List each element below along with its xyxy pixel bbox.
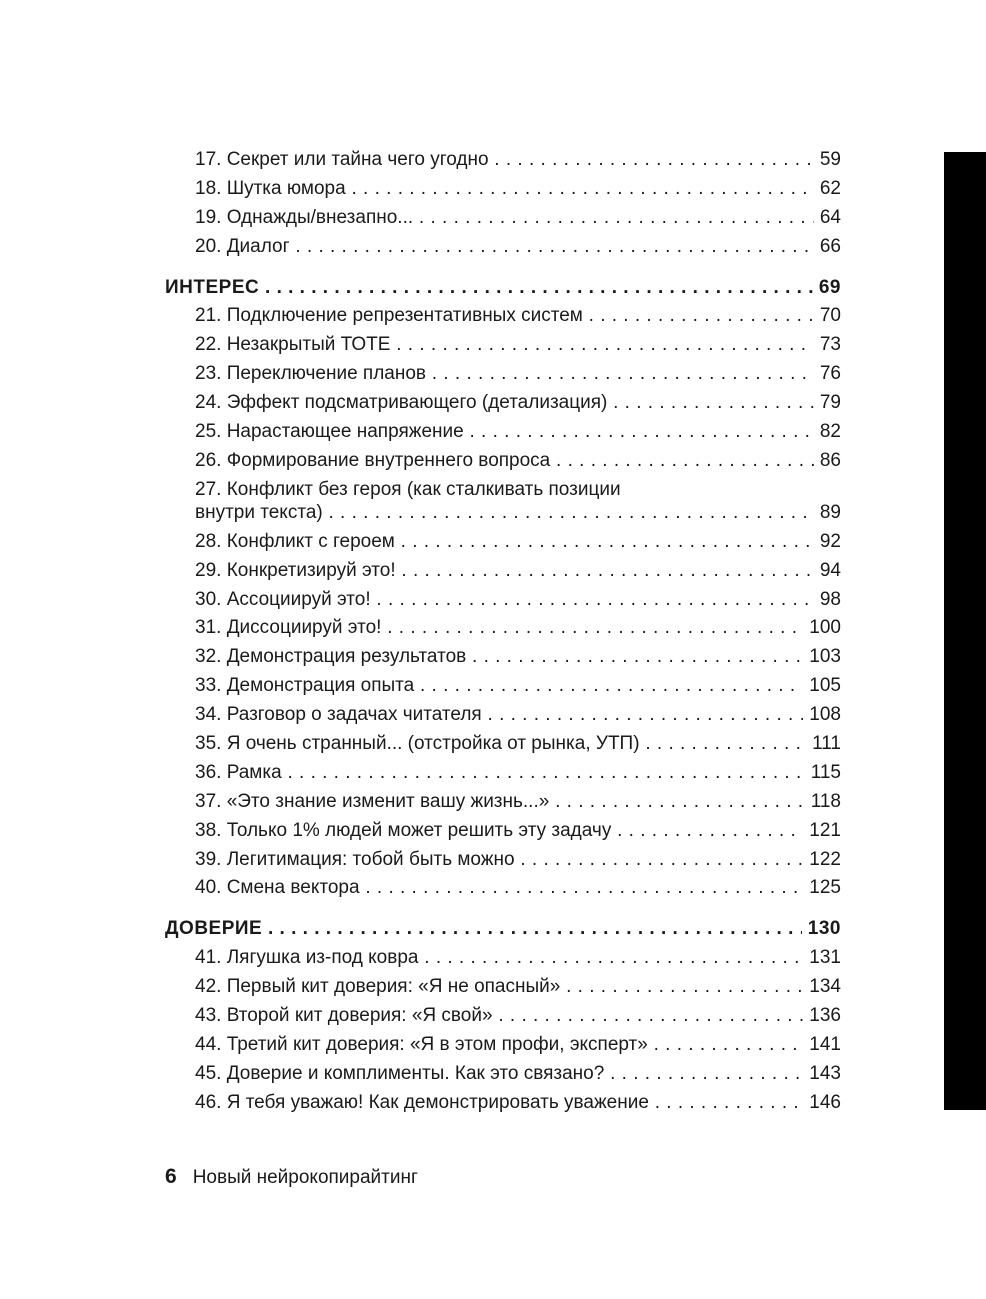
toc-entry-page: 105 <box>803 672 841 700</box>
toc-entry-page: 82 <box>814 418 841 446</box>
toc-entry[interactable] <box>165 447 841 476</box>
toc-entry-title: 41. Лягушка из-под ковра . . . <box>195 944 841 972</box>
toc-entry-page: 131 <box>803 944 841 972</box>
toc-entry-page: 98 <box>814 586 841 614</box>
toc-entry[interactable] <box>165 586 841 615</box>
toc-entry-page: 115 <box>805 759 841 787</box>
toc-entry-title: 25. Нарастающее напряжение . . . <box>195 418 841 446</box>
toc-entry[interactable] <box>165 331 841 360</box>
toc-entry-page: 146 <box>803 1089 841 1117</box>
toc-entry-title: 20. Диалог . . . <box>195 233 841 261</box>
toc-entry[interactable] <box>165 175 841 204</box>
toc-entry-title: 45. Доверие и комплименты. Как это связано? . . . <box>195 1060 841 1088</box>
toc-entry-title: 18. Шутка юмора . . . <box>195 175 841 203</box>
toc-entry-page: 108 <box>803 701 841 729</box>
toc-entry[interactable] <box>165 973 841 1002</box>
toc-entry[interactable] <box>165 1060 841 1089</box>
toc-entry-page: 64 <box>814 204 841 232</box>
toc-entry-page: 86 <box>814 447 841 475</box>
toc-entry-title: 39. Легитимация: тобой быть можно . . . <box>195 846 841 874</box>
toc-entry-title-line1: 27. Конфликт без героя (как сталкивать позиции <box>195 478 621 500</box>
toc-entry-title: 35. Я очень странный... (отстройка от рынка, УТП) . . . <box>195 730 841 758</box>
toc-entry-title: 36. Рамка . . . <box>195 759 841 787</box>
toc-entry[interactable] <box>165 643 841 672</box>
toc-entry[interactable] <box>165 788 841 817</box>
toc-entry[interactable] <box>165 418 841 447</box>
toc-entry[interactable] <box>165 1089 841 1118</box>
toc-section-interest[interactable] <box>165 274 841 303</box>
toc-entry-page: 118 <box>805 788 841 816</box>
toc-entry[interactable] <box>165 389 841 418</box>
toc-entry-title: 37. «Это знание изменит вашу жизнь...» . . . <box>195 788 841 816</box>
toc-entry-page: 79 <box>814 389 841 417</box>
toc-entry-page: 92 <box>814 528 841 556</box>
toc-entry[interactable] <box>165 233 841 262</box>
toc-entry-title: 28. Конфликт с героем . . . <box>195 528 841 556</box>
toc-entry-title: 40. Смена вектора . . . <box>195 874 841 902</box>
toc-entry-page: 125 <box>803 874 841 902</box>
toc-entry-title: 26. Формирование внутреннего вопроса . . . <box>195 447 841 475</box>
toc-entry-title: 44. Третий кит доверия: «Я в этом профи, эксперт» . . . <box>195 1031 841 1059</box>
toc-entry-title: 19. Однажды/внезапно... . . . <box>195 204 841 232</box>
toc-entry-title: 38. Только 1% людей может решить эту задачу . . . <box>195 817 841 845</box>
toc-entry[interactable] <box>165 360 841 389</box>
toc-entry[interactable] <box>165 146 841 175</box>
toc-entry-page: 100 <box>803 614 841 642</box>
toc-entry-page: 143 <box>803 1060 841 1088</box>
chapter-side-tab <box>944 152 986 1110</box>
toc-entry-title: 17. Секрет или тайна чего угодно . . . <box>195 146 841 174</box>
toc-entry-title-line2: внутри текста) . . . <box>195 499 841 527</box>
toc-entry-page: 59 <box>814 146 841 174</box>
toc-section-page: 69 <box>813 274 841 302</box>
toc-entry-title: 30. Ассоциируй это! . . . <box>195 586 841 614</box>
toc-entry-page: 136 <box>803 1002 841 1030</box>
toc-entry-page: 134 <box>803 973 841 1001</box>
toc-entry[interactable] <box>165 1002 841 1031</box>
toc-entry[interactable] <box>165 759 841 788</box>
toc-section-title: ИНТЕРЕС . . . <box>165 274 841 302</box>
page-footer <box>165 1163 418 1192</box>
toc-entry-page: 66 <box>814 233 841 261</box>
book-title: Новый нейрокопирайтинг <box>192 1167 418 1188</box>
page-number: 6 <box>165 1165 177 1188</box>
toc-entry[interactable] <box>165 528 841 557</box>
toc-entry[interactable] <box>165 730 841 759</box>
toc-entry-page: 73 <box>814 331 841 359</box>
toc-entry-title: 23. Переключение планов . . . <box>195 360 841 388</box>
toc-entry-wrapped[interactable] <box>165 476 841 528</box>
toc-entry[interactable] <box>165 614 841 643</box>
toc-entry[interactable] <box>165 874 841 903</box>
toc-entry-page: 122 <box>803 846 841 874</box>
toc-entry-page: 70 <box>814 302 841 330</box>
toc-entry-title: 31. Диссоциируй это! . . . <box>195 614 841 642</box>
toc-entry-title: 32. Демонстрация результатов . . . <box>195 643 841 671</box>
toc-entry-title: 33. Демонстрация опыта . . . <box>195 672 841 700</box>
toc-entry-title: 21. Подключение репрезентативных систем . . . <box>195 302 841 330</box>
toc-entry-page: 89 <box>814 499 841 527</box>
toc-entry[interactable] <box>165 944 841 973</box>
toc-entry-title: 29. Конкретизируй это! . . . <box>195 557 841 585</box>
toc-entry-page: 121 <box>803 817 841 845</box>
toc-entry[interactable] <box>165 672 841 701</box>
toc-entry-title: 42. Первый кит доверия: «Я не опасный» . . . <box>195 973 841 1001</box>
toc-entry-title: 46. Я тебя уважаю! Как демонстрировать уважение . . . <box>195 1089 841 1117</box>
toc-section-trust[interactable] <box>165 915 841 944</box>
toc-section-title: ДОВЕРИЕ . . . <box>165 915 841 943</box>
toc-entry-page: 111 <box>806 730 841 758</box>
toc-entry[interactable] <box>165 302 841 331</box>
toc-entry-page: 76 <box>814 360 841 388</box>
toc-entry[interactable] <box>165 1031 841 1060</box>
toc-entry[interactable] <box>165 204 841 233</box>
toc-entry[interactable] <box>165 846 841 875</box>
toc-entry-page: 62 <box>814 175 841 203</box>
toc-entry-title: 24. Эффект подсматривающего (детализация) . . . <box>195 389 841 417</box>
toc-entry[interactable] <box>165 817 841 846</box>
toc-section-page: 130 <box>802 915 841 943</box>
toc-entry[interactable] <box>165 701 841 730</box>
toc-entry[interactable] <box>165 557 841 586</box>
toc-entry-page: 94 <box>814 557 841 585</box>
toc-entry-title: 22. Незакрытый ТОТЕ . . . <box>195 331 841 359</box>
table-of-contents <box>165 146 841 1118</box>
toc-entry-page: 141 <box>803 1031 841 1059</box>
toc-entry-title: 43. Второй кит доверия: «Я свой» . . . <box>195 1002 841 1030</box>
toc-entry-title: 34. Разговор о задачах читателя . . . <box>195 701 841 729</box>
toc-entry-page: 103 <box>803 643 841 671</box>
